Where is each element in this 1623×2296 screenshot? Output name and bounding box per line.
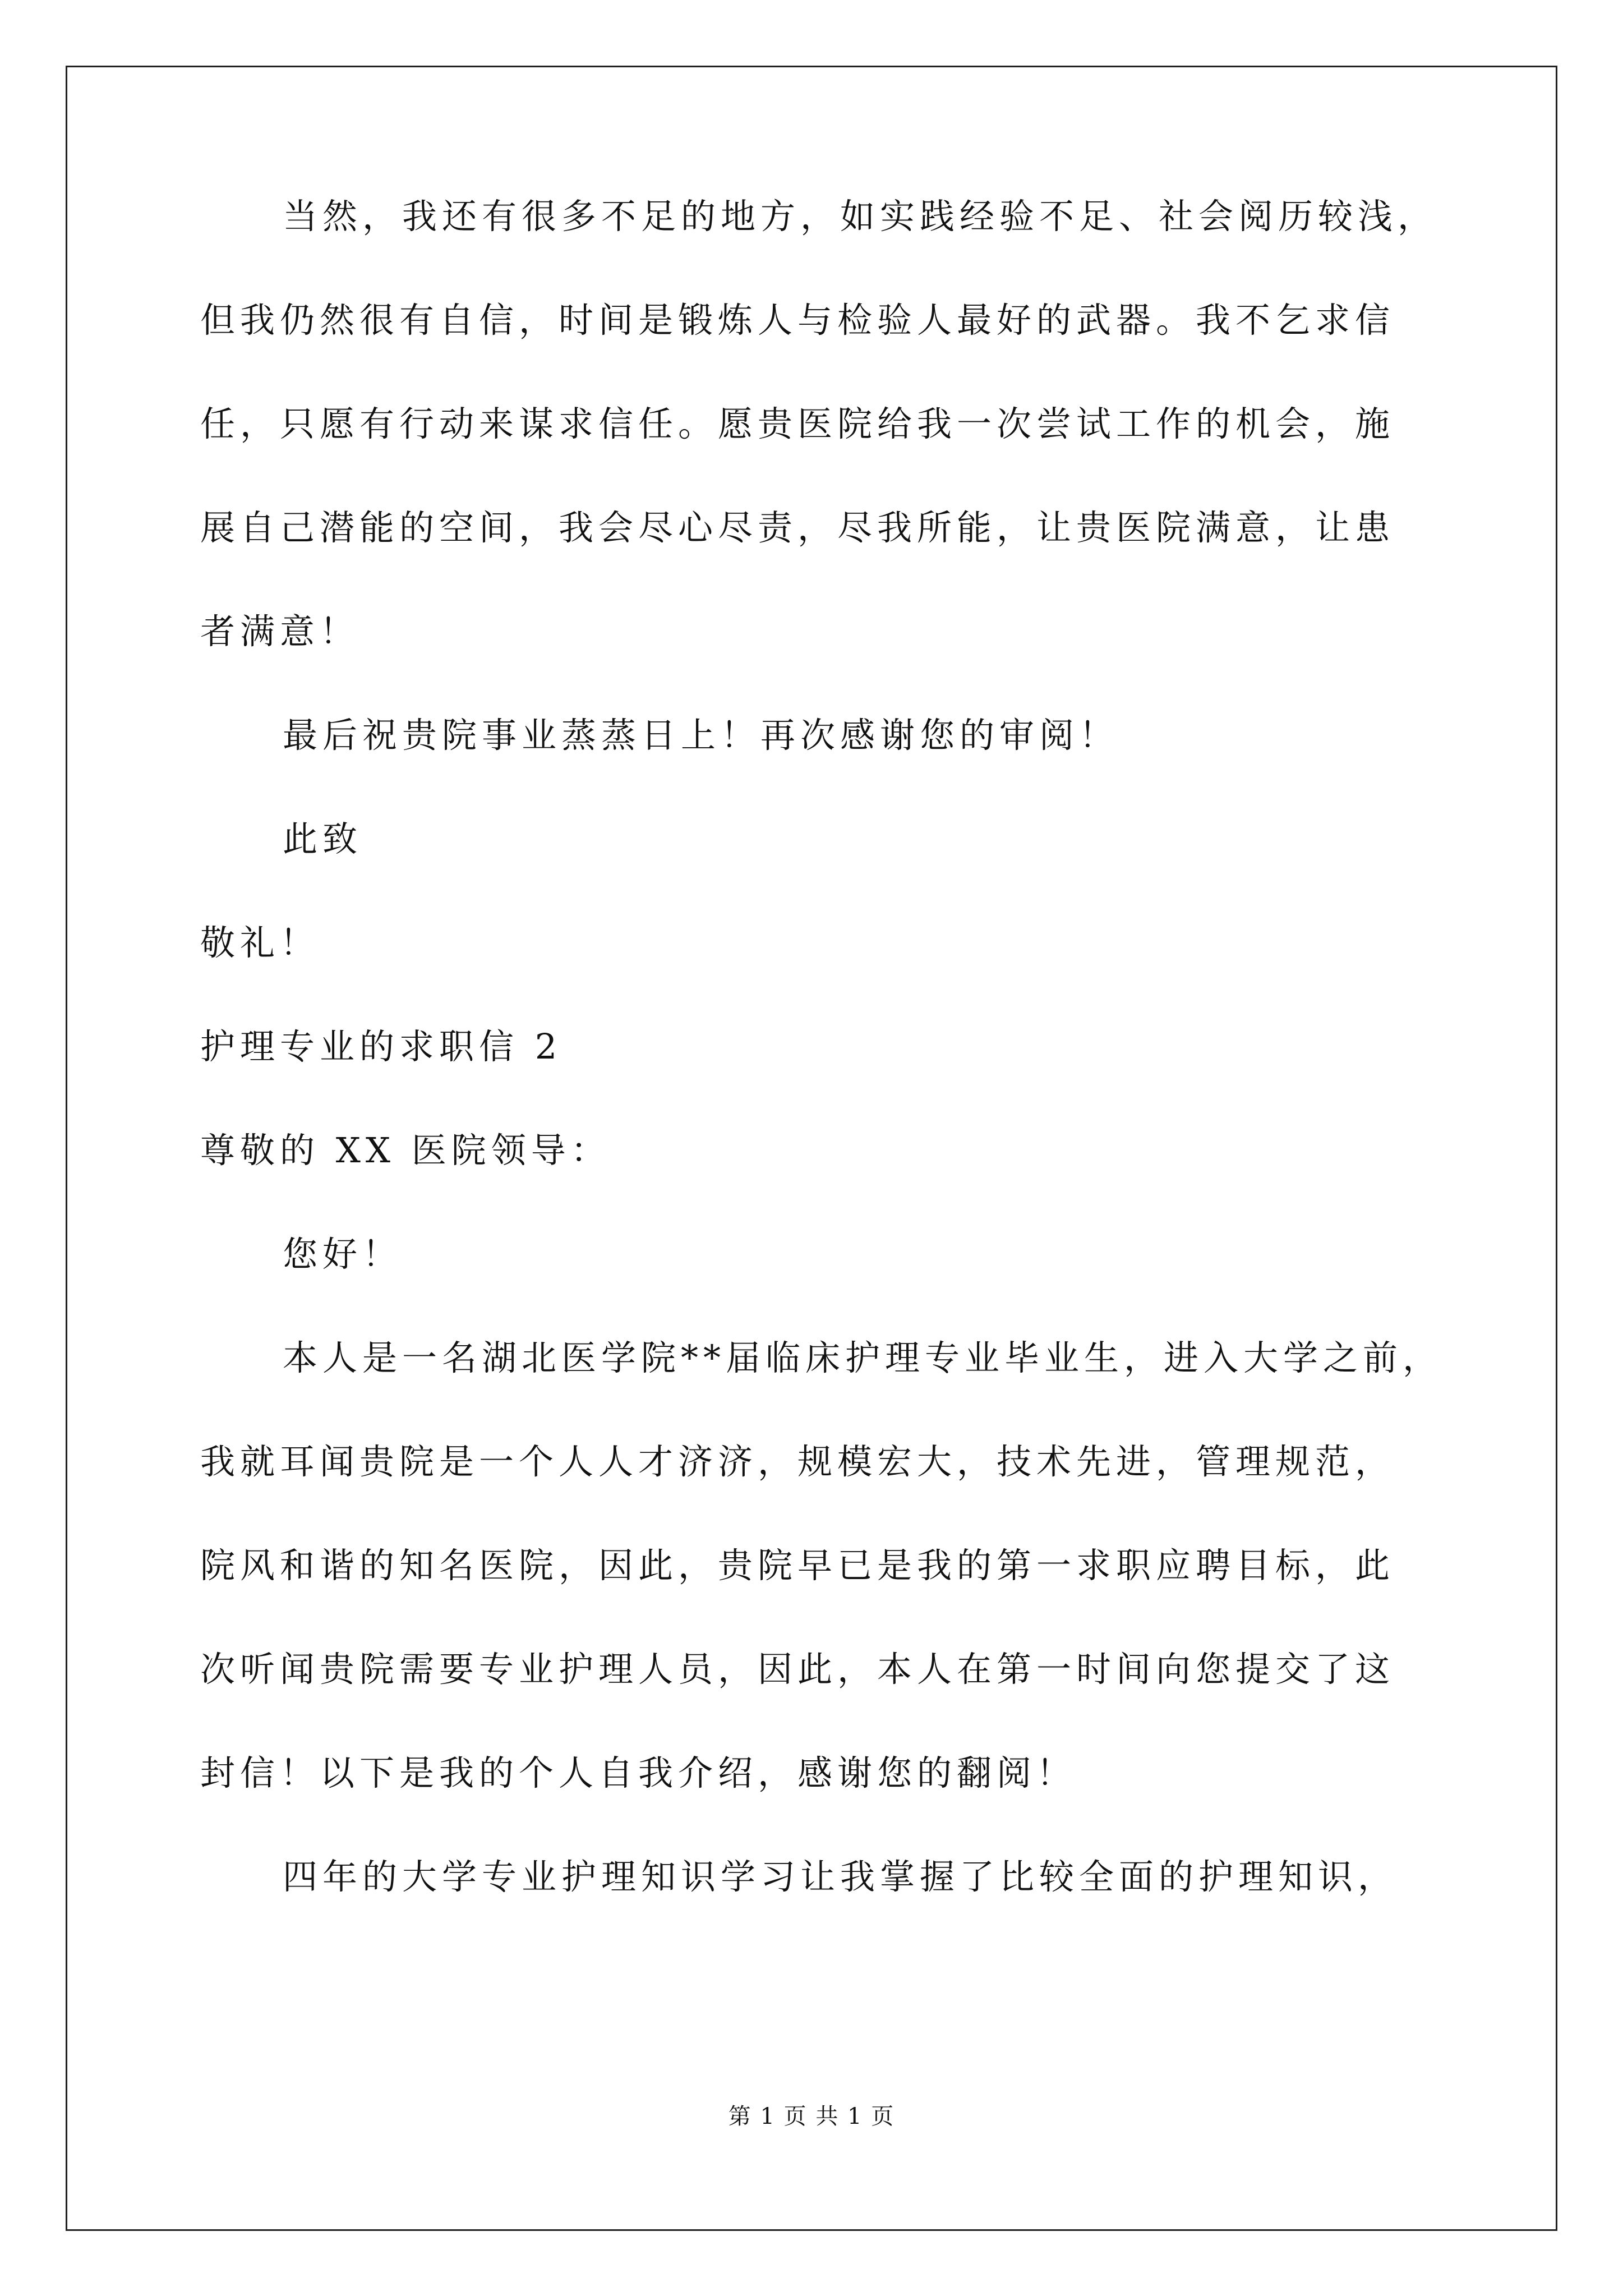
- paragraph-line: 本人是一名湖北医学院**届临床护理专业毕业生，进入大学之前，: [283, 1337, 1443, 1378]
- paragraph-line: 次听闻贵院需要专业护理人员，因此，本人在第一时间向您提交了这: [200, 1649, 1395, 1690]
- paragraph-line: 最后祝贵院事业蒸蒸日上！再次感谢您的审阅！: [283, 715, 1119, 756]
- paragraph-line: 封信！以下是我的个人自我介绍，感谢您的翻阅！: [200, 1752, 1077, 1793]
- closing-regards: 敬礼！: [200, 922, 320, 963]
- paragraph-line: 院风和谐的知名医院，因此，贵院早已是我的第一求职应聘目标，此: [200, 1545, 1395, 1586]
- paragraph-line: 但我仍然很有自信，时间是锻炼人与检验人最好的武器。我不乞求信: [200, 300, 1395, 341]
- paragraph-line: 展自己潜能的空间，我会尽心尽责，尽我所能，让贵医院满意，让患: [200, 507, 1395, 548]
- paragraph-line: 我就耳闻贵院是一个人人才济济，规模宏大，技术先进，管理规范，: [200, 1441, 1395, 1482]
- paragraph-line: 任，只愿有行动来谋求信任。愿贵医院给我一次尝试工作的机会，施: [200, 403, 1395, 444]
- paragraph-line: 四年的大学专业护理知识学习让我掌握了比较全面的护理知识，: [283, 1856, 1398, 1897]
- paragraph-line: 当然，我还有很多不足的地方，如实践经验不足、社会阅历较浅，: [283, 196, 1438, 237]
- paragraph-line: 者满意！: [200, 611, 360, 652]
- page-footer: 第 1 页 共 1 页: [728, 2104, 895, 2129]
- section-heading: 护理专业的求职信 2: [200, 1026, 562, 1067]
- closing-salutation: 此致: [283, 818, 363, 859]
- letter-greeting: 尊敬的 XX 医院领导：: [200, 1130, 611, 1171]
- letter-hello: 您好！: [283, 1234, 403, 1274]
